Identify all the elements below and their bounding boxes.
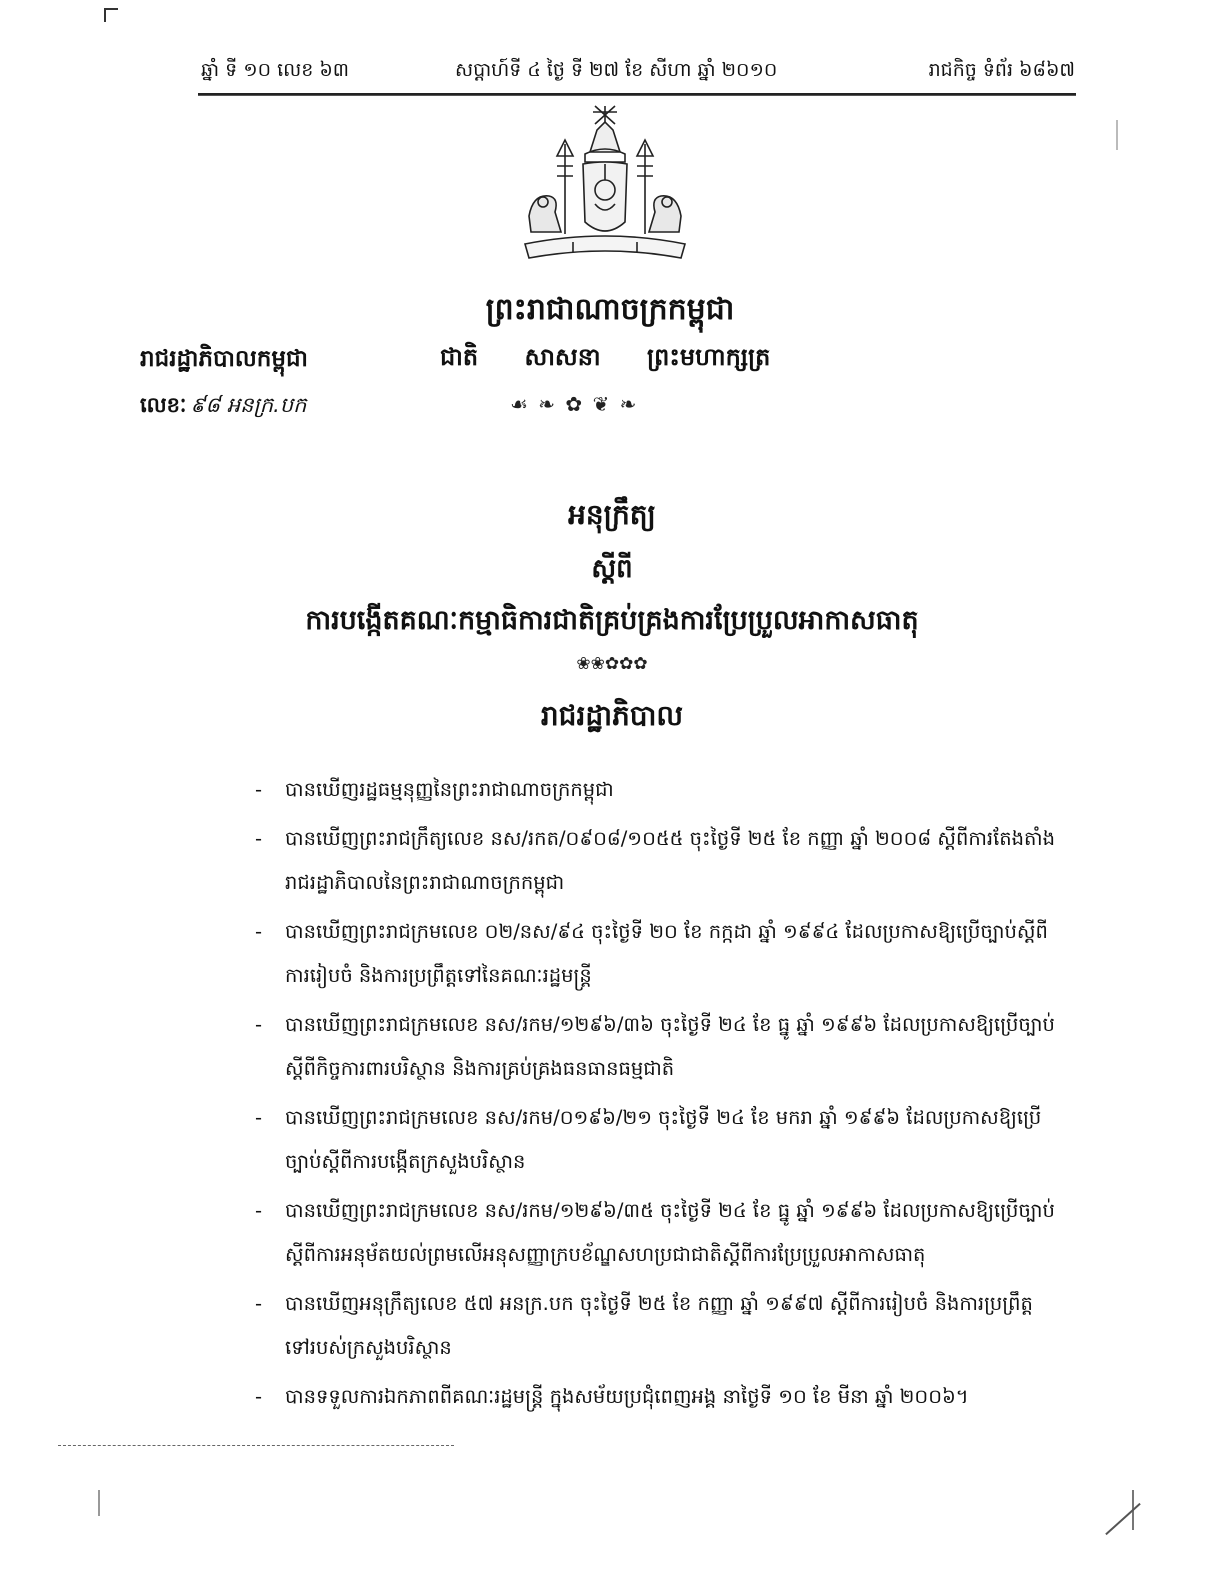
preamble-clause: - បានឃើញព្រះរាជក្រឹត្យលេខ នស/រកត/០៩០៨/១០៥៥ ចុះថ្ងៃទី ២៥ ខែ កញ្ញា ឆ្នាំ ២០០៨ ស្ដីពីការតែងតាំងរាជរដ្ឋាភិបាលនៃព្រះរាជាណាចក្រកម្ពុជា [255, 827, 1055, 894]
gazette-issue-number: ឆ្នាំ ទី ១០ លេខ ៦៣ [201, 59, 350, 81]
clause-text: បានឃើញព្រះរាជក្រឹត្យលេខ នស/រកត/០៩០៨/១០៥៥ ចុះថ្ងៃទី ២៥ ខែ កញ្ញា ឆ្នាំ ២០០៨ ស្ដីពីការតែងតាំងរាជរដ្ឋាភិបាលនៃព្រះរាជាណាចក្រកម្ពុជា [285, 827, 1055, 894]
header-rule [198, 93, 1076, 96]
preamble-clause: - បានឃើញព្រះរាជក្រមលេខ នស/រកម/០១៩៦/២១ ចុះថ្ងៃទី ២៤ ខែ មករា ឆ្នាំ ១៩៩៦ ដែលប្រកាសឱ្យប្រើច្បាប់ស្ដីពីការបង្កើតក្រសួងបរិស្ថាន [255, 1106, 1042, 1173]
preamble-clauses [255, 768, 1055, 1424]
reference-value: ៩៨ អនក្រ.បក [190, 393, 307, 417]
document-about: ស្ដីពី [591, 554, 633, 584]
motto-word-king: ព្រះមហាក្សត្រ [646, 343, 771, 371]
gazette-date: សប្ដាហ៍ទី ៤ ថ្ងៃ ទី ២៧ ខែ សីហា ឆ្នាំ ២០១០ [455, 59, 778, 81]
reference-number [140, 392, 306, 423]
preamble-clause: - បានឃើញអនុក្រឹត្យលេខ ៥៧ អនក្រ.បក ចុះថ្ងៃទី ២៥ ខែ កញ្ញា ឆ្នាំ ១៩៩៧ ស្ដីពីការរៀបចំ និងការប្រព្រឹត្តទៅរបស់ក្រសួងបរិស្ថាន [255, 1292, 1033, 1359]
ornamental-divider: ☙ ❧ ✿ ❦ ❧ [510, 392, 639, 416]
footer-rule [58, 1445, 454, 1446]
document-subject: ការបង្កើតគណៈកម្មាធិការជាតិគ្រប់គ្រងការប្រែប្រួលអាកាសធាតុ [305, 605, 919, 636]
preamble-clause: - បានឃើញព្រះរាជក្រមលេខ ០២/នស/៩៤ ចុះថ្ងៃទី ២០ ខែ កក្កដា ឆ្នាំ ១៩៩៤ ដែលប្រកាសឱ្យប្រើច្បាប់ស្ដីពីការរៀបចំ និងការប្រព្រឹត្តទៅនៃគណៈរដ្ឋមន្ត្រី [255, 920, 1048, 987]
scan-corner-mark [104, 8, 118, 10]
scan-edge-mark [1116, 120, 1118, 150]
government-name: រាជរដ្ឋាភិបាលកម្ពុជា [140, 346, 308, 372]
ornamental-divider-small: ❀❀✿✿✿ [576, 654, 648, 674]
scan-corner-mark [104, 8, 106, 22]
national-motto [440, 342, 808, 377]
kingdom-title: ព្រះរាជាណាចក្រកម្ពុជា [485, 292, 735, 327]
royal-arms-emblem [515, 104, 695, 266]
clause-text: បានឃើញព្រះរាជក្រមលេខ នស/រកម/១២៩៦/៣៥ ចុះថ្ងៃទី ២៤ ខែ ធ្នូ ឆ្នាំ ១៩៩៦ ដែលប្រកាសឱ្យប្រើច្បាប់ស្ដីពីការអនុម័តយល់ព្រមលើអនុសញ្ញាក្របខ័ណ្ឌសហប្រជាជាតិស្ដីពីការប្រែប្រួលអាកាសធាតុ [285, 1199, 1055, 1266]
motto-word-nation: ជាតិ [440, 343, 479, 371]
clause-text: បានឃើញព្រះរាជក្រមលេខ នស/រកម/០១៩៦/២១ ចុះថ្ងៃទី ២៤ ខែ មករា ឆ្នាំ ១៩៩៦ ដែលប្រកាសឱ្យប្រើច្បាប់ស្ដីពីការបង្កើតក្រសួងបរិស្ថាន [285, 1106, 1042, 1173]
gazette-header [195, 54, 1075, 90]
preamble-clause: - បានឃើញរដ្ឋធម្មនុញ្ញនៃព្រះរាជាណាចក្រកម្ពុជា [255, 778, 614, 801]
preamble-clause: - បានឃើញព្រះរាជក្រមលេខ នស/រកម/១២៩៦/៣៦ ចុះថ្ងៃទី ២៤ ខែ ធ្នូ ឆ្នាំ ១៩៩៦ ដែលប្រកាសឱ្យប្រើច្បាប់ស្ដីពីកិច្ចការពារបរិស្ថាន និងការគ្រប់គ្រងធនធានធម្មជាតិ [255, 1013, 1055, 1080]
clause-text: បានទទួលការឯកភាពពីគណៈរដ្ឋមន្ត្រី ក្នុងសម័យប្រជុំពេញអង្គ នាថ្ងៃទី ១០ ខែ មីនា ឆ្នាំ ២០០៦។ [285, 1385, 969, 1408]
clause-text: បានឃើញអនុក្រឹត្យលេខ ៥៧ អនក្រ.បក ចុះថ្ងៃទី ២៥ ខែ កញ្ញា ឆ្នាំ ១៩៩៧ ស្ដីពីការរៀបចំ និងការប្រព្រឹត្តទៅរបស់ក្រសួងបរិស្ថាន [285, 1292, 1033, 1359]
reference-prefix: លេខៈ [140, 393, 187, 417]
scan-edge-mark [1105, 1503, 1141, 1535]
document-issuer: រាជរដ្ឋាភិបាល [540, 699, 684, 732]
clause-text: បានឃើញព្រះរាជក្រមលេខ ០២/នស/៩៤ ចុះថ្ងៃទី ២០ ខែ កក្កដា ឆ្នាំ ១៩៩៤ ដែលប្រកាសឱ្យប្រើច្បាប់ស្ដីពីការរៀបចំ និងការប្រព្រឹត្តទៅនៃគណៈរដ្ឋមន្ត្រី [285, 920, 1048, 987]
preamble-clause: - បានទទួលការឯកភាពពីគណៈរដ្ឋមន្ត្រី ក្នុងសម័យប្រជុំពេញអង្គ នាថ្ងៃទី ១០ ខែ មីនា ឆ្នាំ ២០០៦។ [255, 1385, 969, 1408]
clause-text: បានឃើញរដ្ឋធម្មនុញ្ញនៃព្រះរាជាណាចក្រកម្ពុជា [285, 778, 614, 801]
motto-word-religion: សាសនា [524, 343, 601, 371]
preamble-clause: - បានឃើញព្រះរាជក្រមលេខ នស/រកម/១២៩៦/៣៥ ចុះថ្ងៃទី ២៤ ខែ ធ្នូ ឆ្នាំ ១៩៩៦ ដែលប្រកាសឱ្យប្រើច្បាប់ស្ដីពីការអនុម័តយល់ព្រមលើអនុសញ្ញាក្របខ័ណ្ឌសហប្រជាជាតិស្ដីពីការប្រែប្រួលអាកាសធាតុ [255, 1199, 1055, 1266]
scan-edge-mark [98, 1490, 100, 1516]
gazette-page-number: រាជកិច្ច ទំព័រ ៦៨៦៧ [928, 59, 1075, 81]
document-type: អនុក្រឹត្យ [568, 498, 656, 531]
clause-text: បានឃើញព្រះរាជក្រមលេខ នស/រកម/១២៩៦/៣៦ ចុះថ្ងៃទី ២៤ ខែ ធ្នូ ឆ្នាំ ១៩៩៦ ដែលប្រកាសឱ្យប្រើច្បាប់ស្ដីពីកិច្ចការពារបរិស្ថាន និងការគ្រប់គ្រងធនធានធម្មជាតិ [285, 1013, 1055, 1080]
